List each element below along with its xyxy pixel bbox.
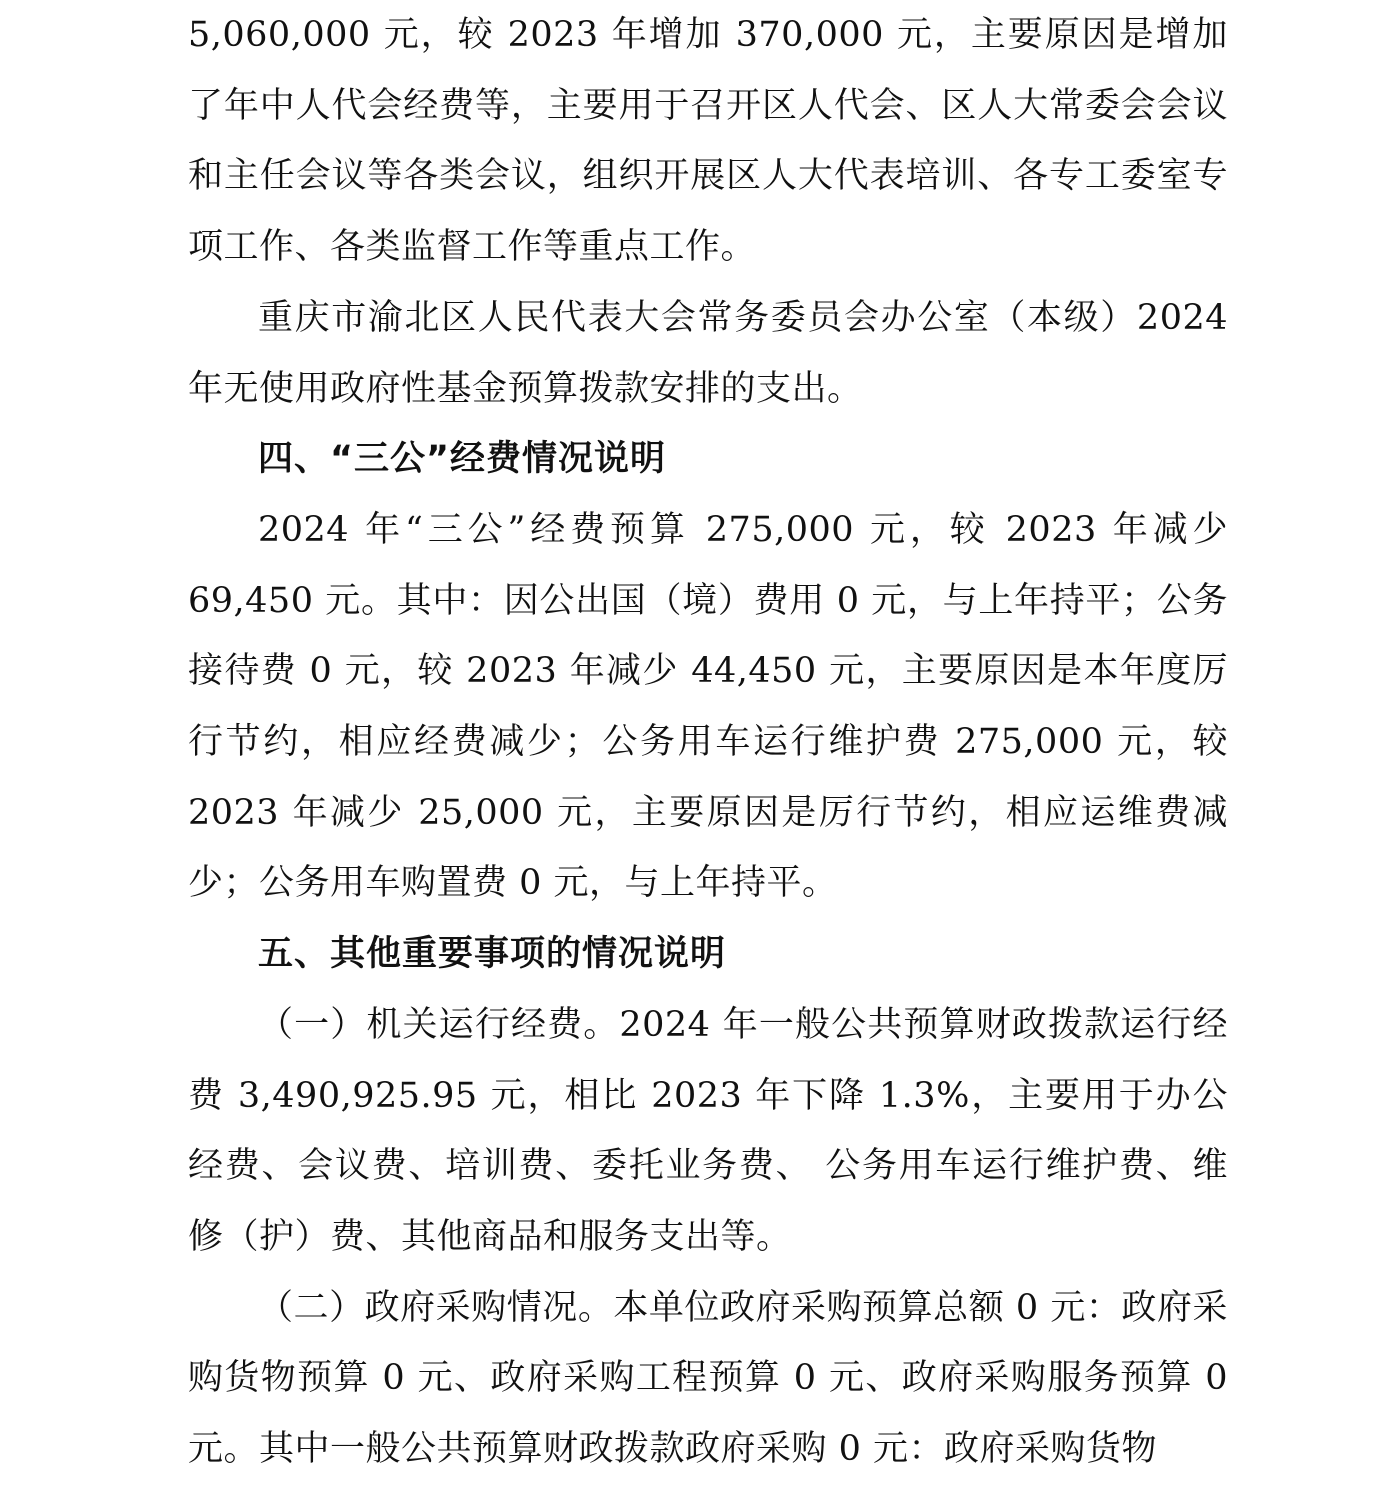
document-page (188, 0, 1228, 1485)
paragraph-fund-budget: 重庆市渝北区人民代表大会常务委员会办公室（本级）2024 年无使用政府性基金预算拨款安排的支出。 (188, 297, 1228, 409)
paragraph-sangong-budget: 2024 年“三公”经费预算 275,000 元，较 2023 年减少 69,450 元。其中：因公出国（境）费用 0 元，与上年持平；公务接待费 0 元，较 2023 年减少 44,450 元，主要原因是本年度厉行节约，相应经费减少；公务用车运行维护费 275,000 元，较 2023 年减少 25,000 元，主要原因是厉行节约，相应运维费减少；公务用车购置费 0 元，与上年持平。 (188, 509, 1228, 904)
section-heading-other-matters: 五、其他重要事项的情况说明 (258, 934, 727, 975)
paragraph-procurement: （二）政府采购情况。本单位政府采购预算总额 0 元：政府采购货物预算 0 元、政府采购工程预算 0 元、政府采购服务预算 0 元。其中一般公共预算财政拨款政府采购 0 元：政府采购货物 (188, 1287, 1228, 1470)
paragraph-continued: 5,060,000 元，较 2023 年增加 370,000 元，主要原因是增加了年中人代会经费等，主要用于召开区人代会、区人大常委会会议和主任会议等各类会议，组织开展区人大代表培训、各专工委室专项工作、各类监督工作等重点工作。 (188, 15, 1228, 268)
paragraph-operating-expenses: （一）机关运行经费。2024 年一般公共预算财政拨款运行经费 3,490,925.95 元，相比 2023 年下降 1.3%，主要用于办公经费、会议费、培训费、委托业务费、 公务用车运行维护费、维修（护）费、其他商品和服务支出等。 (188, 1004, 1228, 1257)
section-heading-sangong: 四、“三公”经费情况说明 (258, 439, 667, 480)
